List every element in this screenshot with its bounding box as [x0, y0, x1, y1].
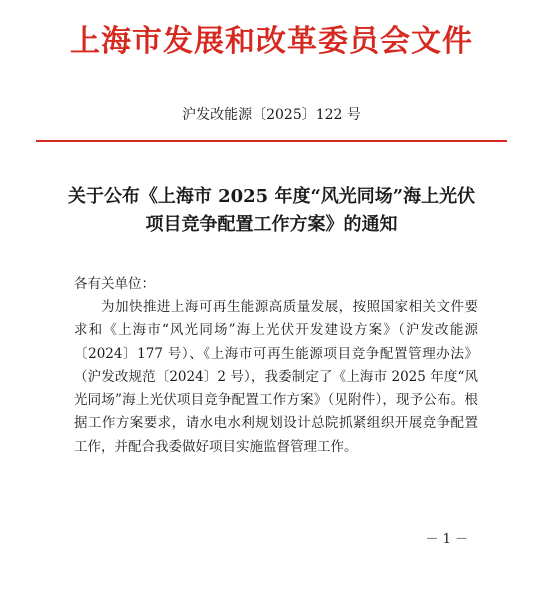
notice-title-line-1: 关于公布《上海市 2025 年度“风光同场”海上光伏: [67, 186, 476, 207]
issuer-header: 上海市发展和改革委员会文件: [70, 24, 473, 59]
document-number: 沪发改能源〔2025〕122 号: [182, 107, 361, 123]
notice-title: [30, 183, 513, 239]
red-separator-line: [36, 140, 507, 142]
notice-title-line-2: 项目竞争配置工作方案》的通知: [145, 214, 398, 235]
body-paragraph: 为加快推进上海可再生能源高质量发展，按照国家相关文件要求和《上海市“风光同场”海上光伏开发建设方案》（沪发改能源〔2024〕177 号）、《上海市可再生能源项目竞争配置管理办法》（沪发改规范〔2024〕2 号），我委制定了《上海市 2025 年度“风光同场”海上光伏项目竞争配置工作方案》（见附件），现予公布。根据工作方案要求，请水电水利规划设计总院抓紧组织开展竞争配置工作，并配合我委做好项目实施监督管理工作。: [74, 299, 478, 455]
addressee: 各有关单位：: [74, 276, 155, 292]
page-number: － 1 －: [425, 532, 468, 547]
